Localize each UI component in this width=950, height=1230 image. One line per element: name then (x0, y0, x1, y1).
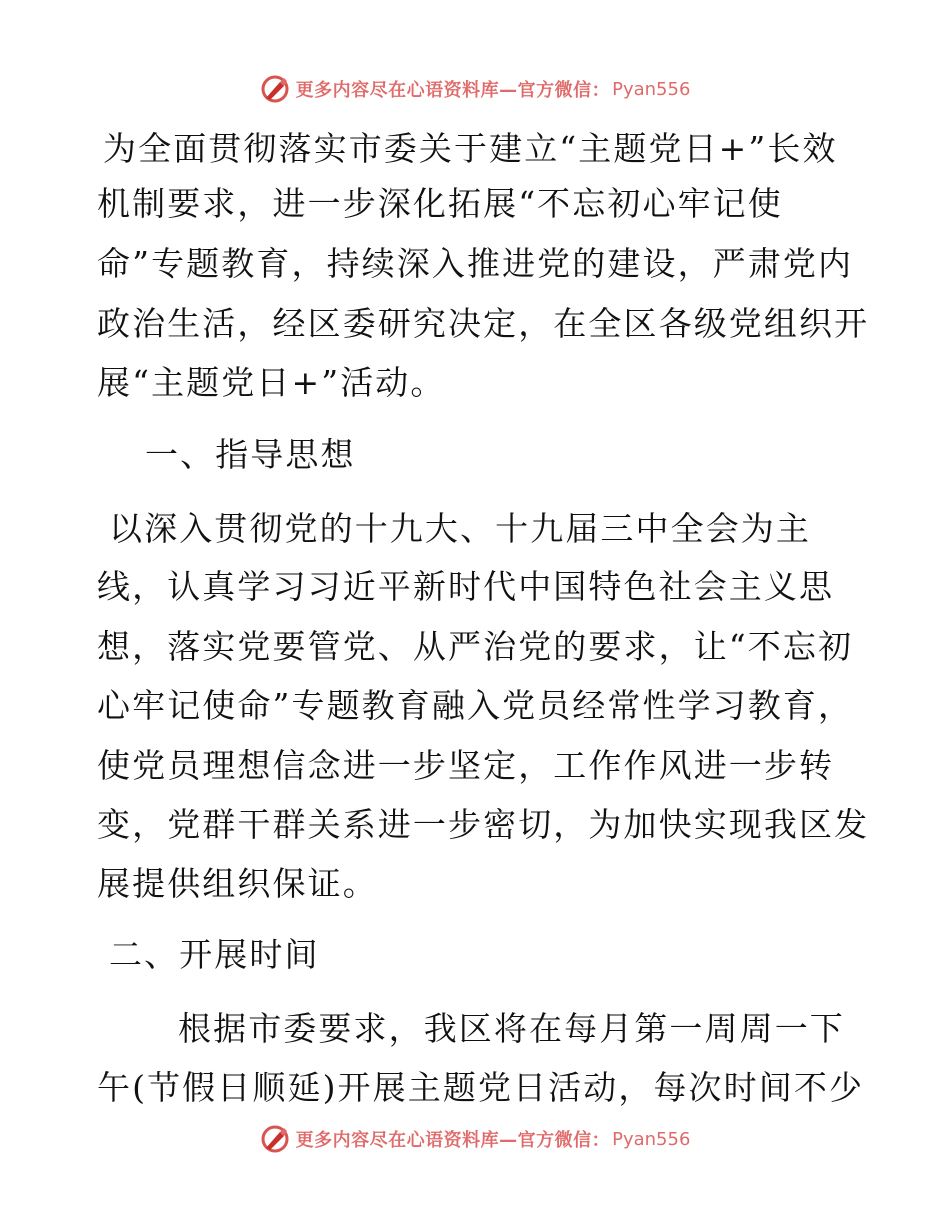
watermark-wechat-id: Pyan556 (612, 78, 691, 100)
body-line-12: 展提供组织保证。 (97, 864, 378, 903)
body-line-14: 午(节假日顺延)开展主题党日活动，每次时间不少 (97, 1068, 865, 1107)
body-line-6: 以深入贯彻党的十九大、十九届三中全会为主 (109, 509, 811, 548)
body-line-7: 线，认真学习习近平新时代中国特色社会主义思 (97, 567, 835, 606)
body-line-5: 展“主题党日+”活动。 (97, 363, 446, 402)
body-line-1: 为全面贯彻落实市委关于建立“主题党日+”长效 (103, 129, 838, 168)
watermark-text: 更多内容尽在心语资料库—官方微信： (295, 80, 611, 101)
body-line-9: 心牢记使命”专题教育融入党员经常性学习教育， (97, 686, 854, 725)
body-line-11: 变，党群干群关系进一步密切，为加快实现我区发 (97, 805, 870, 844)
watermark-wechat-id: Pyan556 (612, 1128, 691, 1150)
body-line-3: 命”专题教育，持续深入推进党的建设，严肃党内 (97, 244, 854, 283)
section-heading-2: 二、开展时间 (109, 935, 320, 974)
watermark-text: 更多内容尽在心语资料库—官方微信： (295, 1130, 611, 1151)
body-line-10: 使党员理想信念进一步坚定，工作作风进一步转 (97, 746, 835, 785)
body-line-13: 根据市委要求，我区将在每月第一周周一下 (178, 1009, 845, 1048)
pen-logo-icon (260, 1124, 290, 1154)
section-heading-1: 一、指导思想 (145, 435, 356, 474)
body-line-2: 机制要求，进一步深化拓展“不忘初心牢记使 (97, 184, 783, 223)
header-watermark (0, 72, 950, 106)
pen-logo-icon (260, 74, 290, 104)
body-line-8: 想，落实党要管党、从严治党的要求，让“不忘初 (97, 627, 854, 666)
footer-watermark (0, 1122, 950, 1156)
body-line-4: 政治生活，经区委研究决定，在全区各级党组织开 (97, 304, 870, 343)
